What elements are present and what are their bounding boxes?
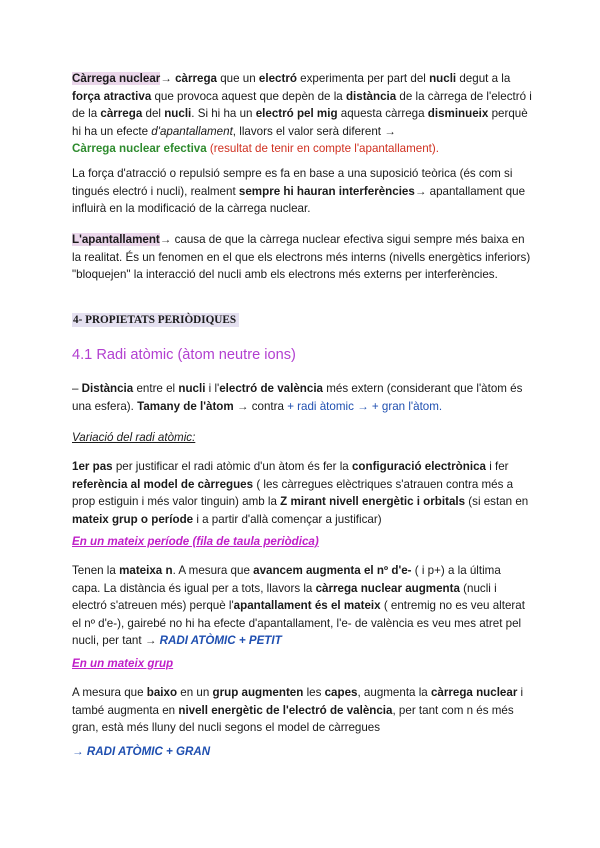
text-run: , llavors el valor serà diferent → xyxy=(232,124,396,138)
text-run: → xyxy=(159,233,172,246)
text-run: experimenta per part del xyxy=(296,72,430,85)
text-run: (si estan en xyxy=(465,495,529,509)
text-run: sempre hi hauran interferències xyxy=(238,184,415,198)
text-run: perquè hi ha un efecte xyxy=(72,107,528,138)
arrow-icon: → xyxy=(72,745,87,758)
text-run: A mesura que xyxy=(72,686,147,699)
paragraph-definition xyxy=(72,380,532,415)
text-run: càrrega nuclear augmenta xyxy=(315,581,460,595)
text-run: . Si hi ha un xyxy=(191,107,256,121)
text-run: La força d'atracció o repulsió sempre es fa en base a una suposició teòrica (és com si tingués electró i nucli), realment xyxy=(72,167,513,198)
section-heading xyxy=(72,311,532,330)
text-run: (nucli i electró s'atreuen més) perquè l' xyxy=(72,581,497,613)
paragraph-shielding xyxy=(72,231,532,284)
text-run: càrrega nuclear xyxy=(430,686,518,699)
text-run: electró de valència xyxy=(219,382,323,395)
variation-title-text: Variació del radi atòmic: xyxy=(72,431,196,444)
text-run: grup augmenten xyxy=(212,686,304,699)
text-run: – xyxy=(72,382,82,395)
text-run: disminueix xyxy=(427,107,489,121)
group-title xyxy=(72,655,532,673)
text-run: mateix grup o període xyxy=(72,512,194,526)
text-run: de la càrrega de l'electró i de la xyxy=(72,89,532,121)
text-run: configuració electrònica xyxy=(351,460,486,473)
conclusion-line xyxy=(72,743,532,761)
text-run: i a partir d'allà començar a justificar) xyxy=(193,512,382,526)
paragraph-period xyxy=(72,562,532,650)
paragraph-first-step xyxy=(72,458,532,528)
text-run: + radi àtomic → + gran l'àtom. xyxy=(287,399,443,413)
text-run: ( les càrregues elèctriques s'atrauen contra més a prop estiguin i més valor tinguin) amb la xyxy=(72,477,514,509)
text-run: aquesta càrrega xyxy=(337,107,428,121)
text-run: nivell energètic de l'electró de valència xyxy=(178,703,393,717)
term-nuclear-charge: Càrrega nuclear xyxy=(72,72,161,85)
text-run: → contra xyxy=(233,399,288,413)
subheading-atomic-radius: 4.1 Radi atòmic (àtom neutre ions) xyxy=(72,347,296,363)
text-run: mateixa n xyxy=(119,564,173,577)
period-title-text: En un mateix període (fila de taula periòdica) xyxy=(72,535,319,548)
text-run: Tamany de l'àtom xyxy=(137,399,234,413)
text-run: les xyxy=(303,686,325,699)
paragraph-group xyxy=(72,684,532,737)
text-run: càrrega xyxy=(100,107,143,121)
text-run: del xyxy=(142,107,165,121)
text-run: RADI ATÒMIC + PETIT xyxy=(159,634,282,648)
text-run: . A mesura que xyxy=(172,564,254,577)
text-run: referència al model de càrregues xyxy=(72,477,254,491)
text-run: Z mirant nivell energètic i orbitals xyxy=(280,495,466,509)
text-run: degut a la xyxy=(456,72,511,85)
text-run: baixo xyxy=(146,686,178,699)
text-run: capes xyxy=(324,686,358,699)
text-run: electró xyxy=(258,72,297,85)
text-run: 1er pas xyxy=(72,460,113,473)
text-run: Tenen la xyxy=(72,564,120,577)
text-run: per justificar el radi atòmic d'un àtom és fer la xyxy=(112,460,352,473)
text-run: i fer xyxy=(485,460,509,473)
text-run: nucli xyxy=(164,107,192,121)
paragraph-nuclear-charge xyxy=(72,70,532,158)
text-run: força atractiva xyxy=(72,89,152,103)
text-run: → càrrega xyxy=(160,72,218,85)
term-effective-nuclear-charge: Càrrega nuclear efectiva xyxy=(72,142,207,156)
text-run: , augmenta la xyxy=(357,686,431,699)
text-run: → apantallament que influirà en la modificació de la càrrega nuclear. xyxy=(72,184,526,216)
text-run: entre el xyxy=(133,382,179,395)
text-run: distància xyxy=(345,89,397,103)
text-run: més extern (considerant que l'àtom és una esfera). xyxy=(72,382,523,413)
text-run: que provoca aquest que depèn de la xyxy=(151,89,346,103)
text-run: avancem augmenta el nº d'e- xyxy=(253,564,412,577)
text-run: nucli xyxy=(178,382,206,395)
text-run: (resultat de tenir en compte l'apantallament). xyxy=(206,142,439,156)
text-run: causa de que la càrrega nuclear efectiva sigui sempre més baixa en la realitat. És un fenomen en el que els electrons més interns (nivells energètics inferiors) "bloquejen" la interacció del nucli amb els electrons més externs per interferències. xyxy=(72,233,531,282)
text-run: que un xyxy=(217,72,259,85)
text-run: i també augmenta en xyxy=(72,686,524,717)
paragraph-interferences xyxy=(72,165,532,218)
term-shielding: L'apantallament xyxy=(72,233,160,246)
text-run: , per tant com n és més gran, està més lluny del nucli segons el model de càrregues xyxy=(72,703,514,735)
period-title xyxy=(72,533,532,551)
text-run: Distància xyxy=(81,382,134,395)
text-run: ( entremig no es veu alterat el nº d'e-), gairebé no hi ha efecte d'apantallament, l'e- de valència es veu mes atret pel nucli, per tant → xyxy=(72,599,525,648)
section-heading-text: 4- PROPIETATS PERIÒDIQUES xyxy=(72,313,239,327)
text-run: i l' xyxy=(205,382,220,395)
group-title-text: En un mateix grup xyxy=(72,657,174,670)
conclusion-text: RADI ATÒMIC + GRAN xyxy=(86,745,211,758)
text-run: electró pel mig xyxy=(255,107,338,121)
text-run: nucli xyxy=(429,72,457,85)
text-run: ( i p+) a la última capa. La distància és igual per a tots, llavors la xyxy=(72,564,501,595)
text-run: en un xyxy=(177,686,213,699)
text-run: d'apantallament xyxy=(151,124,233,138)
text-run: apantallament és el mateix xyxy=(233,599,381,613)
variation-title xyxy=(72,429,532,447)
